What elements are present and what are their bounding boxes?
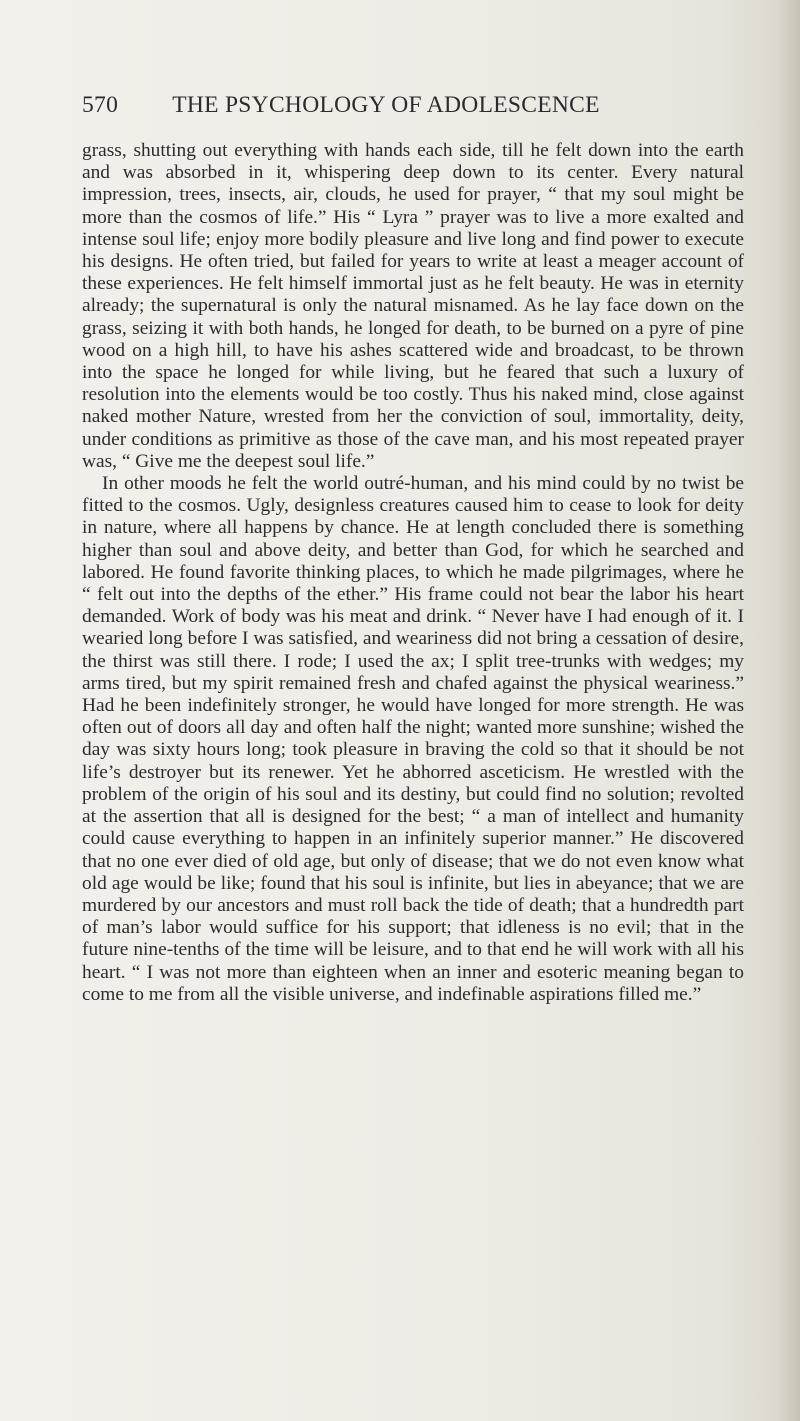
page-number: 570	[82, 92, 119, 118]
body-text	[82, 140, 744, 1006]
page-header	[82, 92, 742, 119]
paragraph: grass, shutting out everything with hands each side, till he felt down into the earth and was absorbed in it, whispering deep down to its center. Every natural impression, trees, insects, air, clouds, he used for prayer, “ that my soul might be more than the cosmos of life.” His “ Lyra ” prayer was to live a more exalted and intense soul life; enjoy more bodily pleasure and live long and find power to execute his designs. He often tried, but failed for years to write at least a meager account of these experiences. He felt himself immortal just as he felt beauty. He was in eternity already; the supernatural is only the natural misnamed. As he lay face down on the grass, seizing it with both hands, he longed for death, to be burned on a pyre of pine wood on a high hill, to have his ashes scattered wide and broadcast, to be thrown into the space he longed for while living, but he feared that such a luxury of resolution into the elements would be too costly. Thus his naked mind, close against naked mother Nature, wrested from her the conviction of soul, immortality, deity, under conditions as primitive as those of the cave man, and his most repeated prayer was, “ Give me the deepest soul life.”	[82, 140, 744, 472]
page-edge-shadow	[778, 0, 800, 1421]
paragraph: In other moods he felt the world outré-human, and his mind could by no twist be fitted to the cosmos. Ugly, designless creatures caused him to cease to look for deity in nature, where all happens by chance. He at length concluded there is something higher than soul and above deity, and better than God, for which he searched and labored. He found favorite thinking places, to which he made pilgrimages, where he “ felt out into the depths of the ether.” His frame could not bear the labor his heart demanded. Work of body was his meat and drink. “ Never have I had enough of it. I wearied long before I was satisfied, and weariness did not bring a cessation of desire, the thirst was still there. I rode; I used the ax; I split tree-trunks with wedges; my arms tired, but my spirit remained fresh and chafed against the physical weariness.” Had he been indefinitely stronger, he would have longed for more strength. He was often out of doors all day and often half the night; wanted more sunshine; wished the day was sixty hours long; took pleasure in braving the cold so that it should be not life’s destroyer but its renewer. Yet he abhorred asceticism. He wrestled with the problem of the origin of his soul and its destiny, but could find no solution; revolted at the assertion that all is designed for the best; “ a man of intellect and humanity could cause everything to happen in an infinitely superior manner.” He discovered that no one ever died of old age, but only of disease; that we do not even know what old age would be like; found that his soul is infinite, but lies in abeyance; that we are murdered by our ancestors and must roll back the tide of death; that a hundredth part of man’s labor would suffice for his support; that idleness is no evil; that in the future nine-tenths of the time will be leisure, and to that end he will work with all his heart. “ I was not more than eighteen when an inner and esoteric meaning began to come to me from all the visible universe, and indefinable aspirations filled me.”	[82, 473, 744, 1005]
running-head: THE PSYCHOLOGY OF ADOLESCENCE	[172, 92, 600, 118]
